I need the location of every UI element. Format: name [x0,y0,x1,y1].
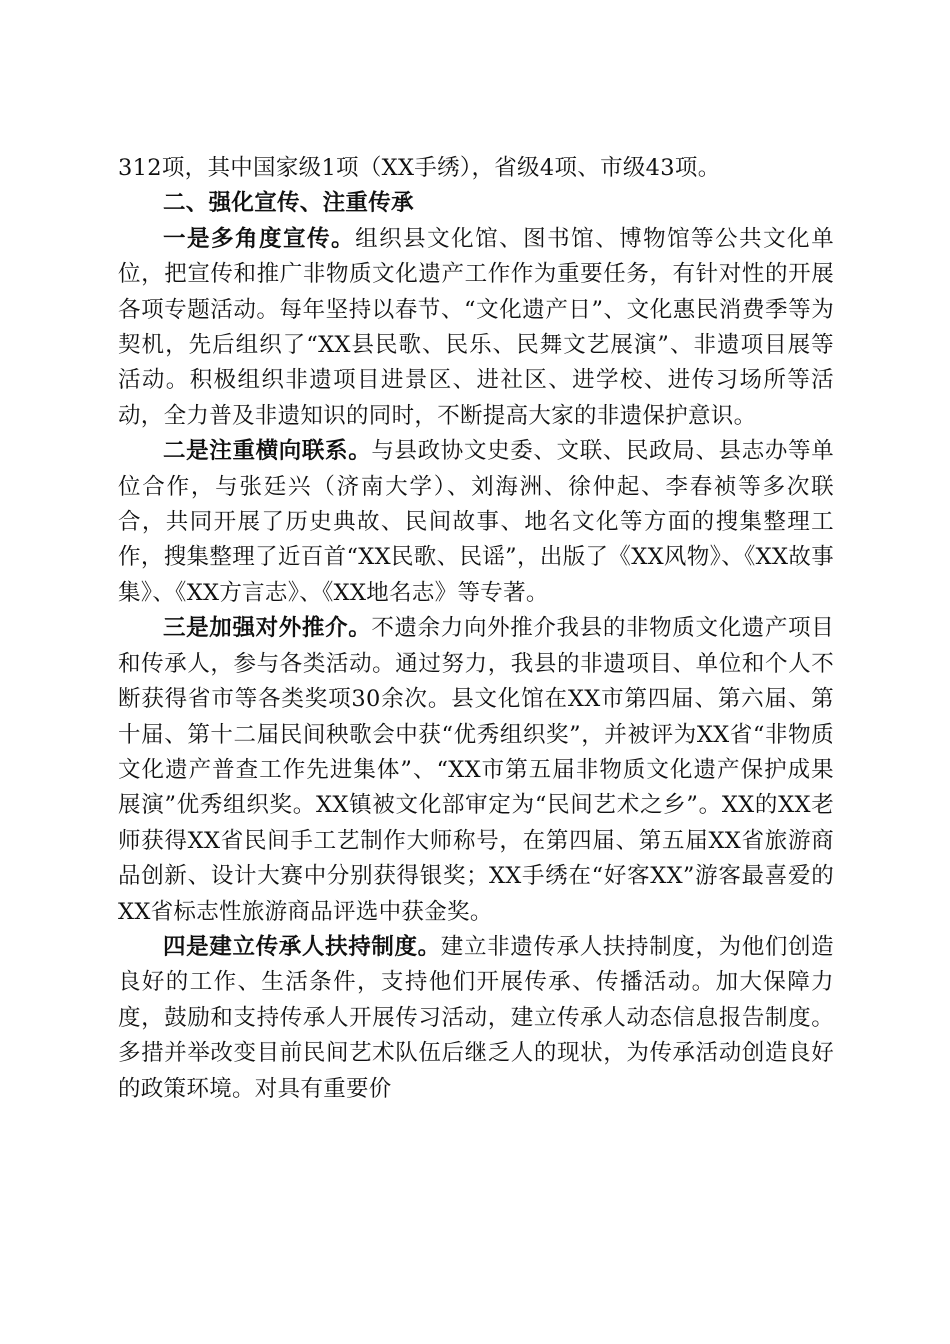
paragraph-lead: 一是多角度宣传。 [163,225,356,252]
paragraph-body: 组织县文化馆、图书馆、博物馆等公共文化单位，把宣传和推广非物质文化遗产工作作为重要任务，有针对性的开展各项专题活动。每年坚持以春节、“文化遗产日”、文化惠民消费季等为契机，先后组织了“XX县民歌、民乐、民舞文艺展演”、非遗项目展等活动。积极组织非遗项目进景区、进社区、进学校、进传习场所等活动，全力普及非遗知识的同时，不断提高大家的非遗保护意识。 [118,225,834,429]
document-page [118,151,834,1107]
paragraph-continuation: 312项，其中国家级1项（XX手绣），省级4项、市级43项。 [118,155,721,181]
paragraph-body: 与县政协文史委、文联、民政局、县志办等单位合作，与张廷兴（济南大学）、刘海洲、徐仲起、李春祯等多次联合，共同开展了历史典故、民间故事、地名文化等方面的搜集整理工作，搜集整理了近百首“XX民歌、民谣”，出版了《XX风物》、《XX故事集》、《XX方言志》、《XX地名志》等专著。 [118,438,834,606]
section-heading: 二、强化宣传、注重传承 [163,190,414,217]
paragraph-inheritor-support [118,930,834,1107]
paragraph-lead: 四是建立传承人扶持制度。 [163,933,441,960]
paragraph-lead: 二是注重横向联系。 [163,438,372,465]
paragraph-body: 建立非遗传承人扶持制度，为他们创造良好的工作、生活条件，支持他们开展传承、传播活动。加大保障力度，鼓励和支持传承人开展传习活动，建立传承人动态信息报告制度。多措并举改变目前民间艺术队伍后继乏人的现状，为传承活动创造良好的政策环境。对具有重要价 [118,933,834,1102]
paragraph-body: 不遗余力向外推介我县的非物质文化遗产项目和传承人，参与各类活动。通过努力，我县的非遗项目、单位和个人不断获得省市等各类奖项30余次。县文化馆在XX市第四届、第六届、第十届、第十二届民间秧歌会中获“优秀组织奖”，并被评为XX省“非物质文化遗产普查工作先进集体”、“XX市第五届非物质文化遗产保护成果展演”优秀组织奖。XX镇被文化部审定为“民间艺术之乡”。XX的XX老师获得XX省民间手工艺制作大师称号，在第四届、第五届XX省旅游商品创新、设计大赛中分别获得银奖；XX手绣在“好客XX”游客最喜爱的XX省标志性旅游商品评选中获金奖。 [118,615,834,925]
paragraph-cooperation [118,434,834,611]
paragraph-external-promotion [118,611,834,930]
paragraph-lead: 三是加强对外推介。 [163,615,372,642]
paragraph-promotion [118,222,834,434]
